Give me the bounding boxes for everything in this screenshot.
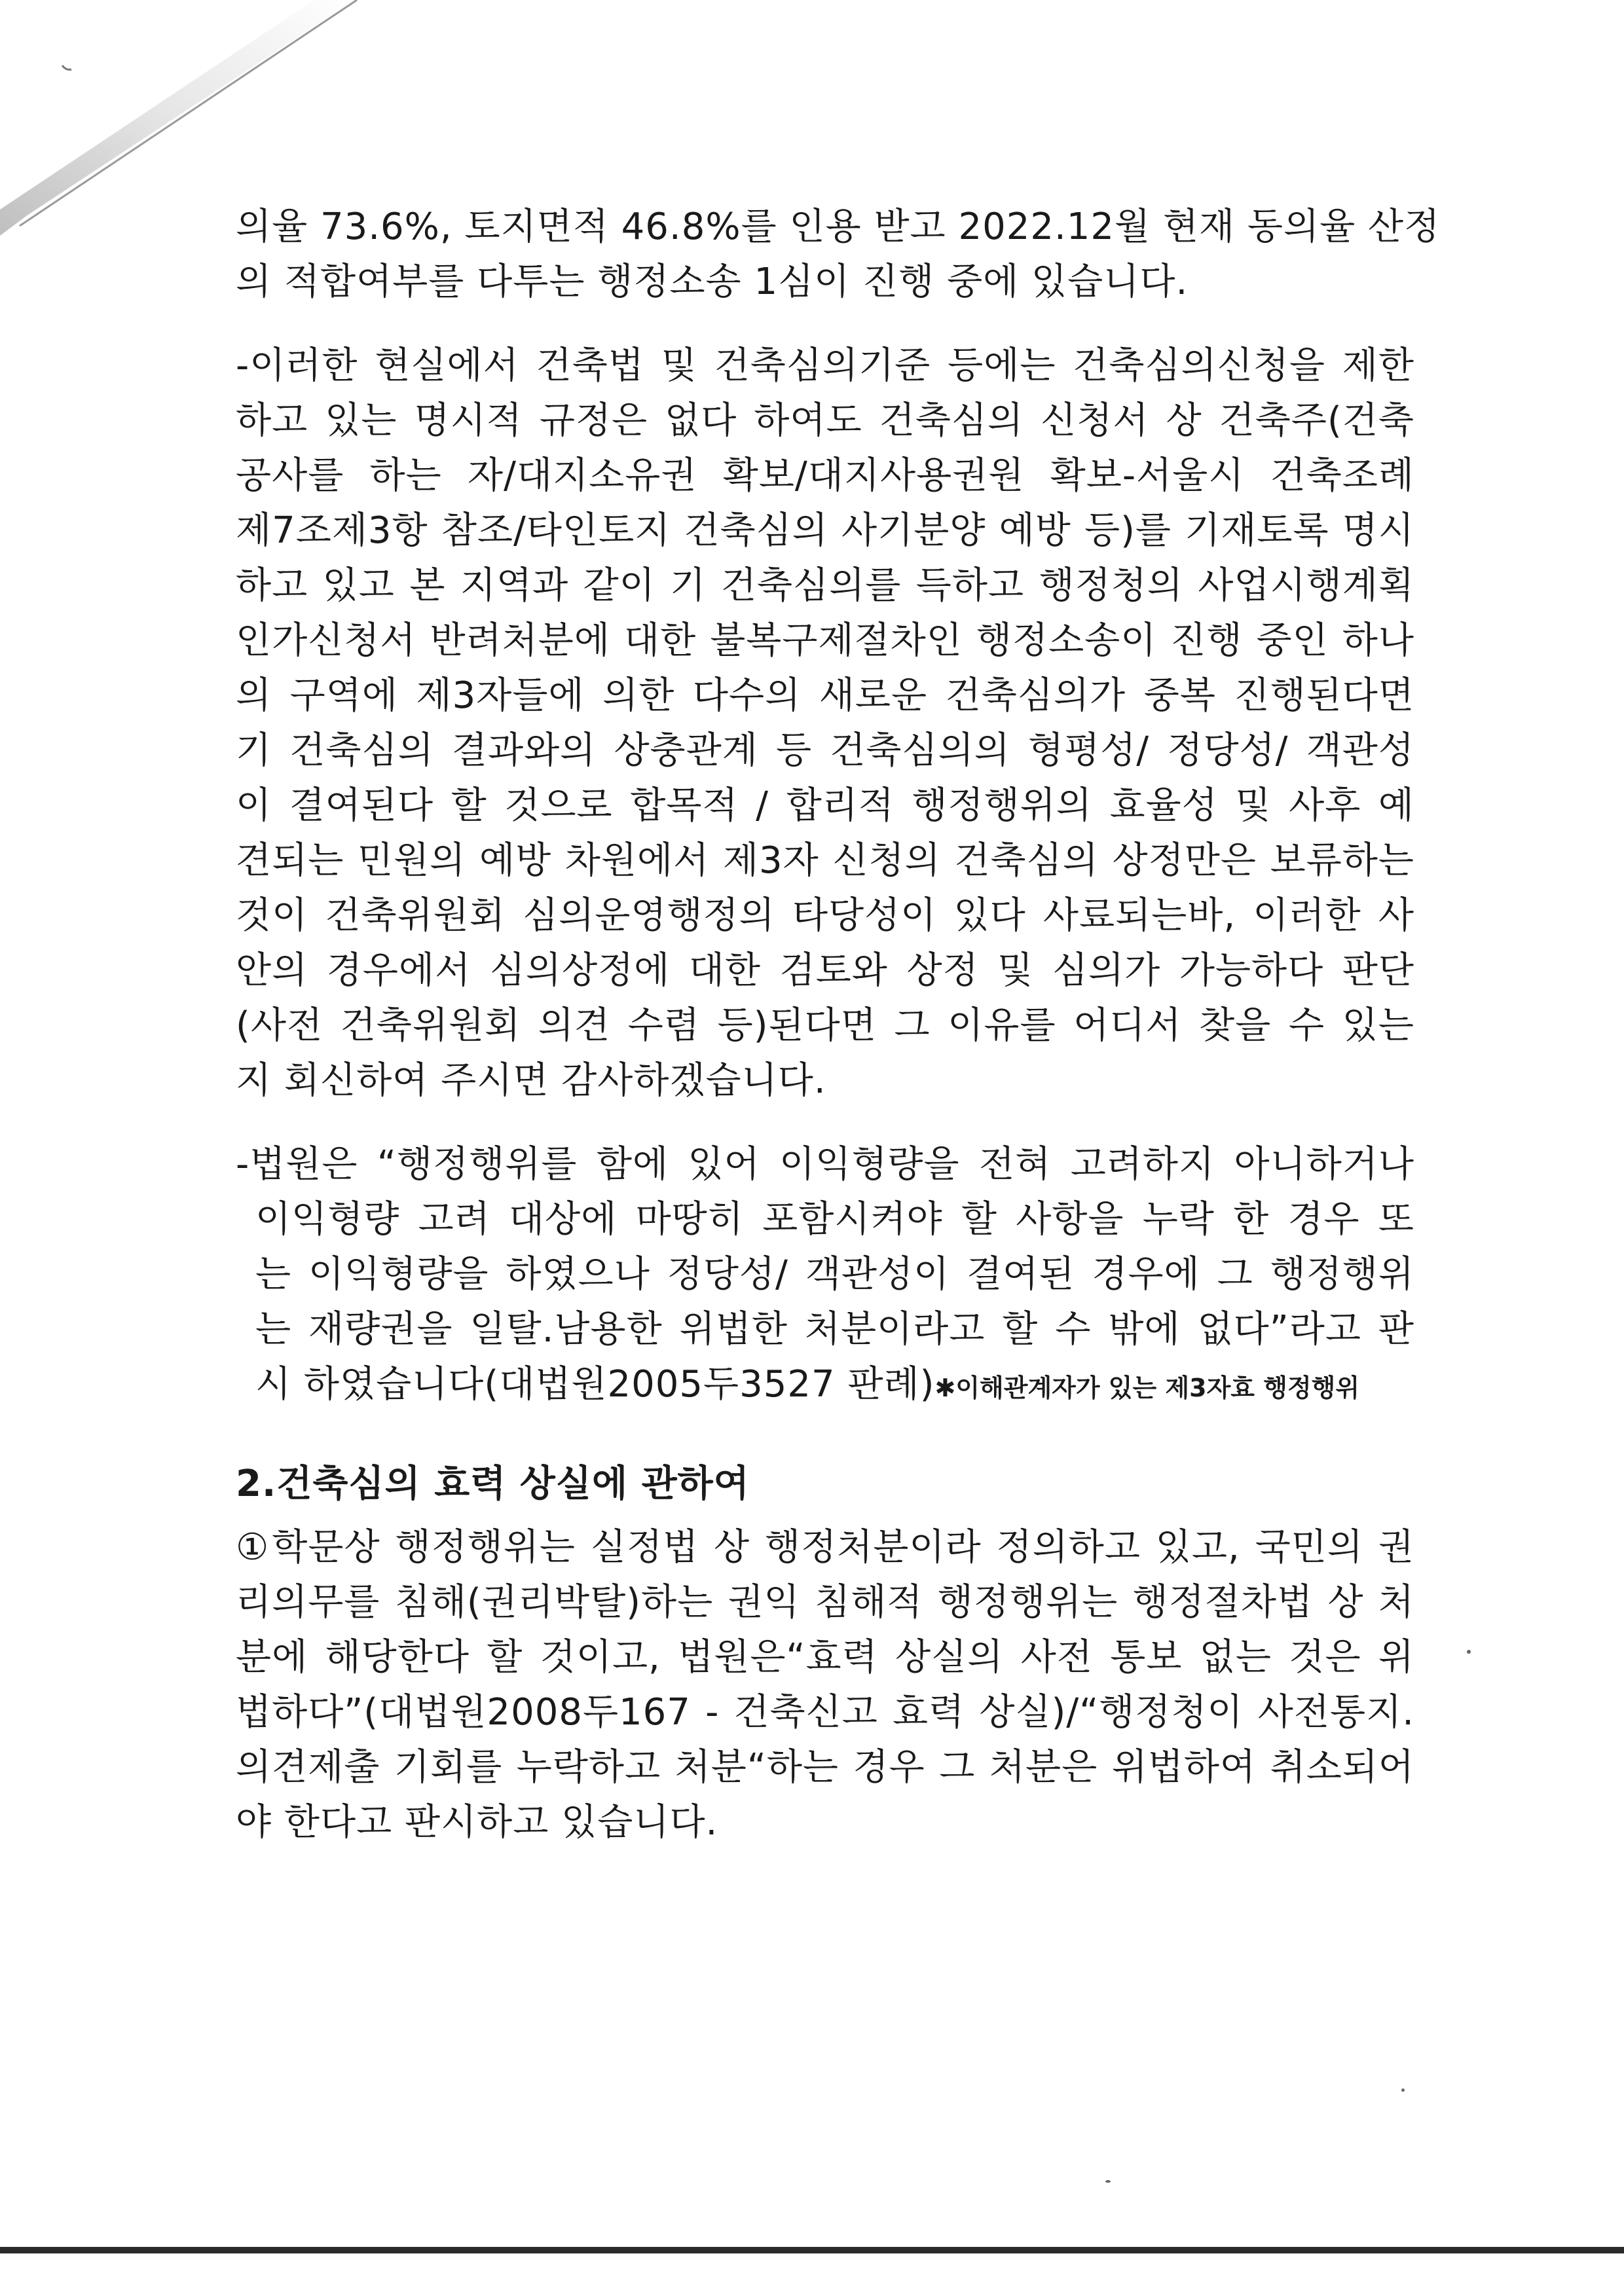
text-line: 리의무를 침해(권리박탈)하는 권익 침해적 행정행위는 행정절차법 상 처	[236, 1581, 1414, 1624]
text-line: -이러한 현실에서 건축법 및 건축심의기준 등에는 건축심의신청을 제한	[236, 344, 1414, 387]
text-line: 공사를 하는 자/대지소유권 확보/대지사용권원 확보-서울시 건축조례	[236, 454, 1414, 497]
paragraph-review-request	[236, 338, 1414, 1108]
text-line: ①학문상 행정행위는 실정법 상 행정처분이라 정의하고 있고, 국민의 권	[236, 1526, 1414, 1569]
bottom-scan-border	[0, 2247, 1624, 2253]
text-line: 것이 건축위원회 심의운영행정의 타당성이 있다 사료되는바, 이러한 사	[236, 894, 1414, 937]
paragraph-loss-of-effect	[236, 1520, 1414, 1850]
paragraph-court-ruling	[236, 1137, 1414, 1415]
document-body	[236, 200, 1441, 1850]
text-line: 기 건축심의 결과와의 상충관계 등 건축심의의 형평성/ 정당성/ 객관성	[236, 729, 1414, 772]
text-line: (사전 건축위원회 의견 수렴 등)된다면 그 이유를 어디서 찾을 수 있는	[236, 1004, 1414, 1047]
text-line: 하고 있는 명시적 규정은 없다 하여도 건축심의 신청서 상 건축주(건축	[236, 399, 1414, 442]
text-line: 하고 있고 본 지역과 같이 기 건축심의를 득하고 행정청의 사업시행계획	[236, 564, 1414, 607]
text-line: 안의 경우에서 심의상정에 대한 검토와 상정 및 심의가 가능하다 판단	[236, 949, 1414, 992]
text-line: -법원은 “행정행위를 함에 있어 이익형량을 전혀 고려하지 아니하거나	[236, 1143, 1414, 1186]
handwritten-annotation: ✱이해관계자가 있는 제3자효 행정행위	[934, 1374, 1360, 1402]
text-line: 의 적합여부를 다투는 행정소송 1심이 진행 중에 있습니다.	[236, 261, 1189, 303]
text-line: 이 결여된다 할 것으로 합목적 / 합리적 행정행위의 효율성 및 사후 예	[236, 784, 1414, 827]
text-line: 야 한다고 판시하고 있습니다.	[236, 1801, 718, 1844]
text-line: 는 재량권을 일탈.남용한 위법한 처분이라고 할 수 밖에 없다”라고 판	[255, 1308, 1414, 1351]
text-line: 견되는 민원의 예방 차원에서 제3자 신청의 건축심의 상정만은 보류하는	[236, 839, 1414, 882]
text-line: 의견제출 기회를 누락하고 처분“하는 경우 그 처분은 위법하여 취소되어	[236, 1746, 1414, 1789]
scan-speck	[1105, 2180, 1111, 2183]
text-line: 의율 73.6%, 토지면적 46.8%를 인용 받고 2022.12월 현재 동의율 산정	[236, 206, 1441, 248]
section-2-heading: 2.건축심의 효력 상실에 관하여	[236, 1463, 750, 1505]
text-line-with-note	[236, 1357, 1414, 1415]
paragraph-consent-rate	[236, 200, 1441, 310]
text-line: 분에 해당한다 할 것이고, 법원은“효력 상실의 사전 통보 없는 것은 위	[236, 1636, 1414, 1679]
scan-speck	[1401, 2088, 1405, 2092]
text-line: 이익형량 고려 대상에 마땅히 포함시켜야 할 사항을 누락 한 경우 또	[255, 1198, 1414, 1241]
text-line: 는 이익형량을 하였으나 정당성/ 객관성이 결여된 경우에 그 행정행위	[255, 1253, 1414, 1296]
text-line: 제7조제3항 참조/타인토지 건축심의 사기분양 예방 등)를 기재토록 명시	[236, 509, 1414, 552]
text-line: 지 회신하여 주시면 감사하겠습니다.	[236, 1059, 826, 1102]
text-line: 인가신청서 반려처분에 대한 불복구제절차인 행정소송이 진행 중인 하나	[236, 619, 1414, 662]
text-line: 의 구역에 제3자들에 의한 다수의 새로운 건축심의가 중복 진행된다면	[236, 674, 1414, 717]
text-line: 법하다”(대법원2008두167 - 건축신고 효력 상실)/“행정청이 사전통지.	[236, 1691, 1414, 1734]
text-line: 시 하였습니다(대법원2005두3527 판례)	[255, 1363, 935, 1406]
scan-speck	[1467, 1650, 1471, 1654]
